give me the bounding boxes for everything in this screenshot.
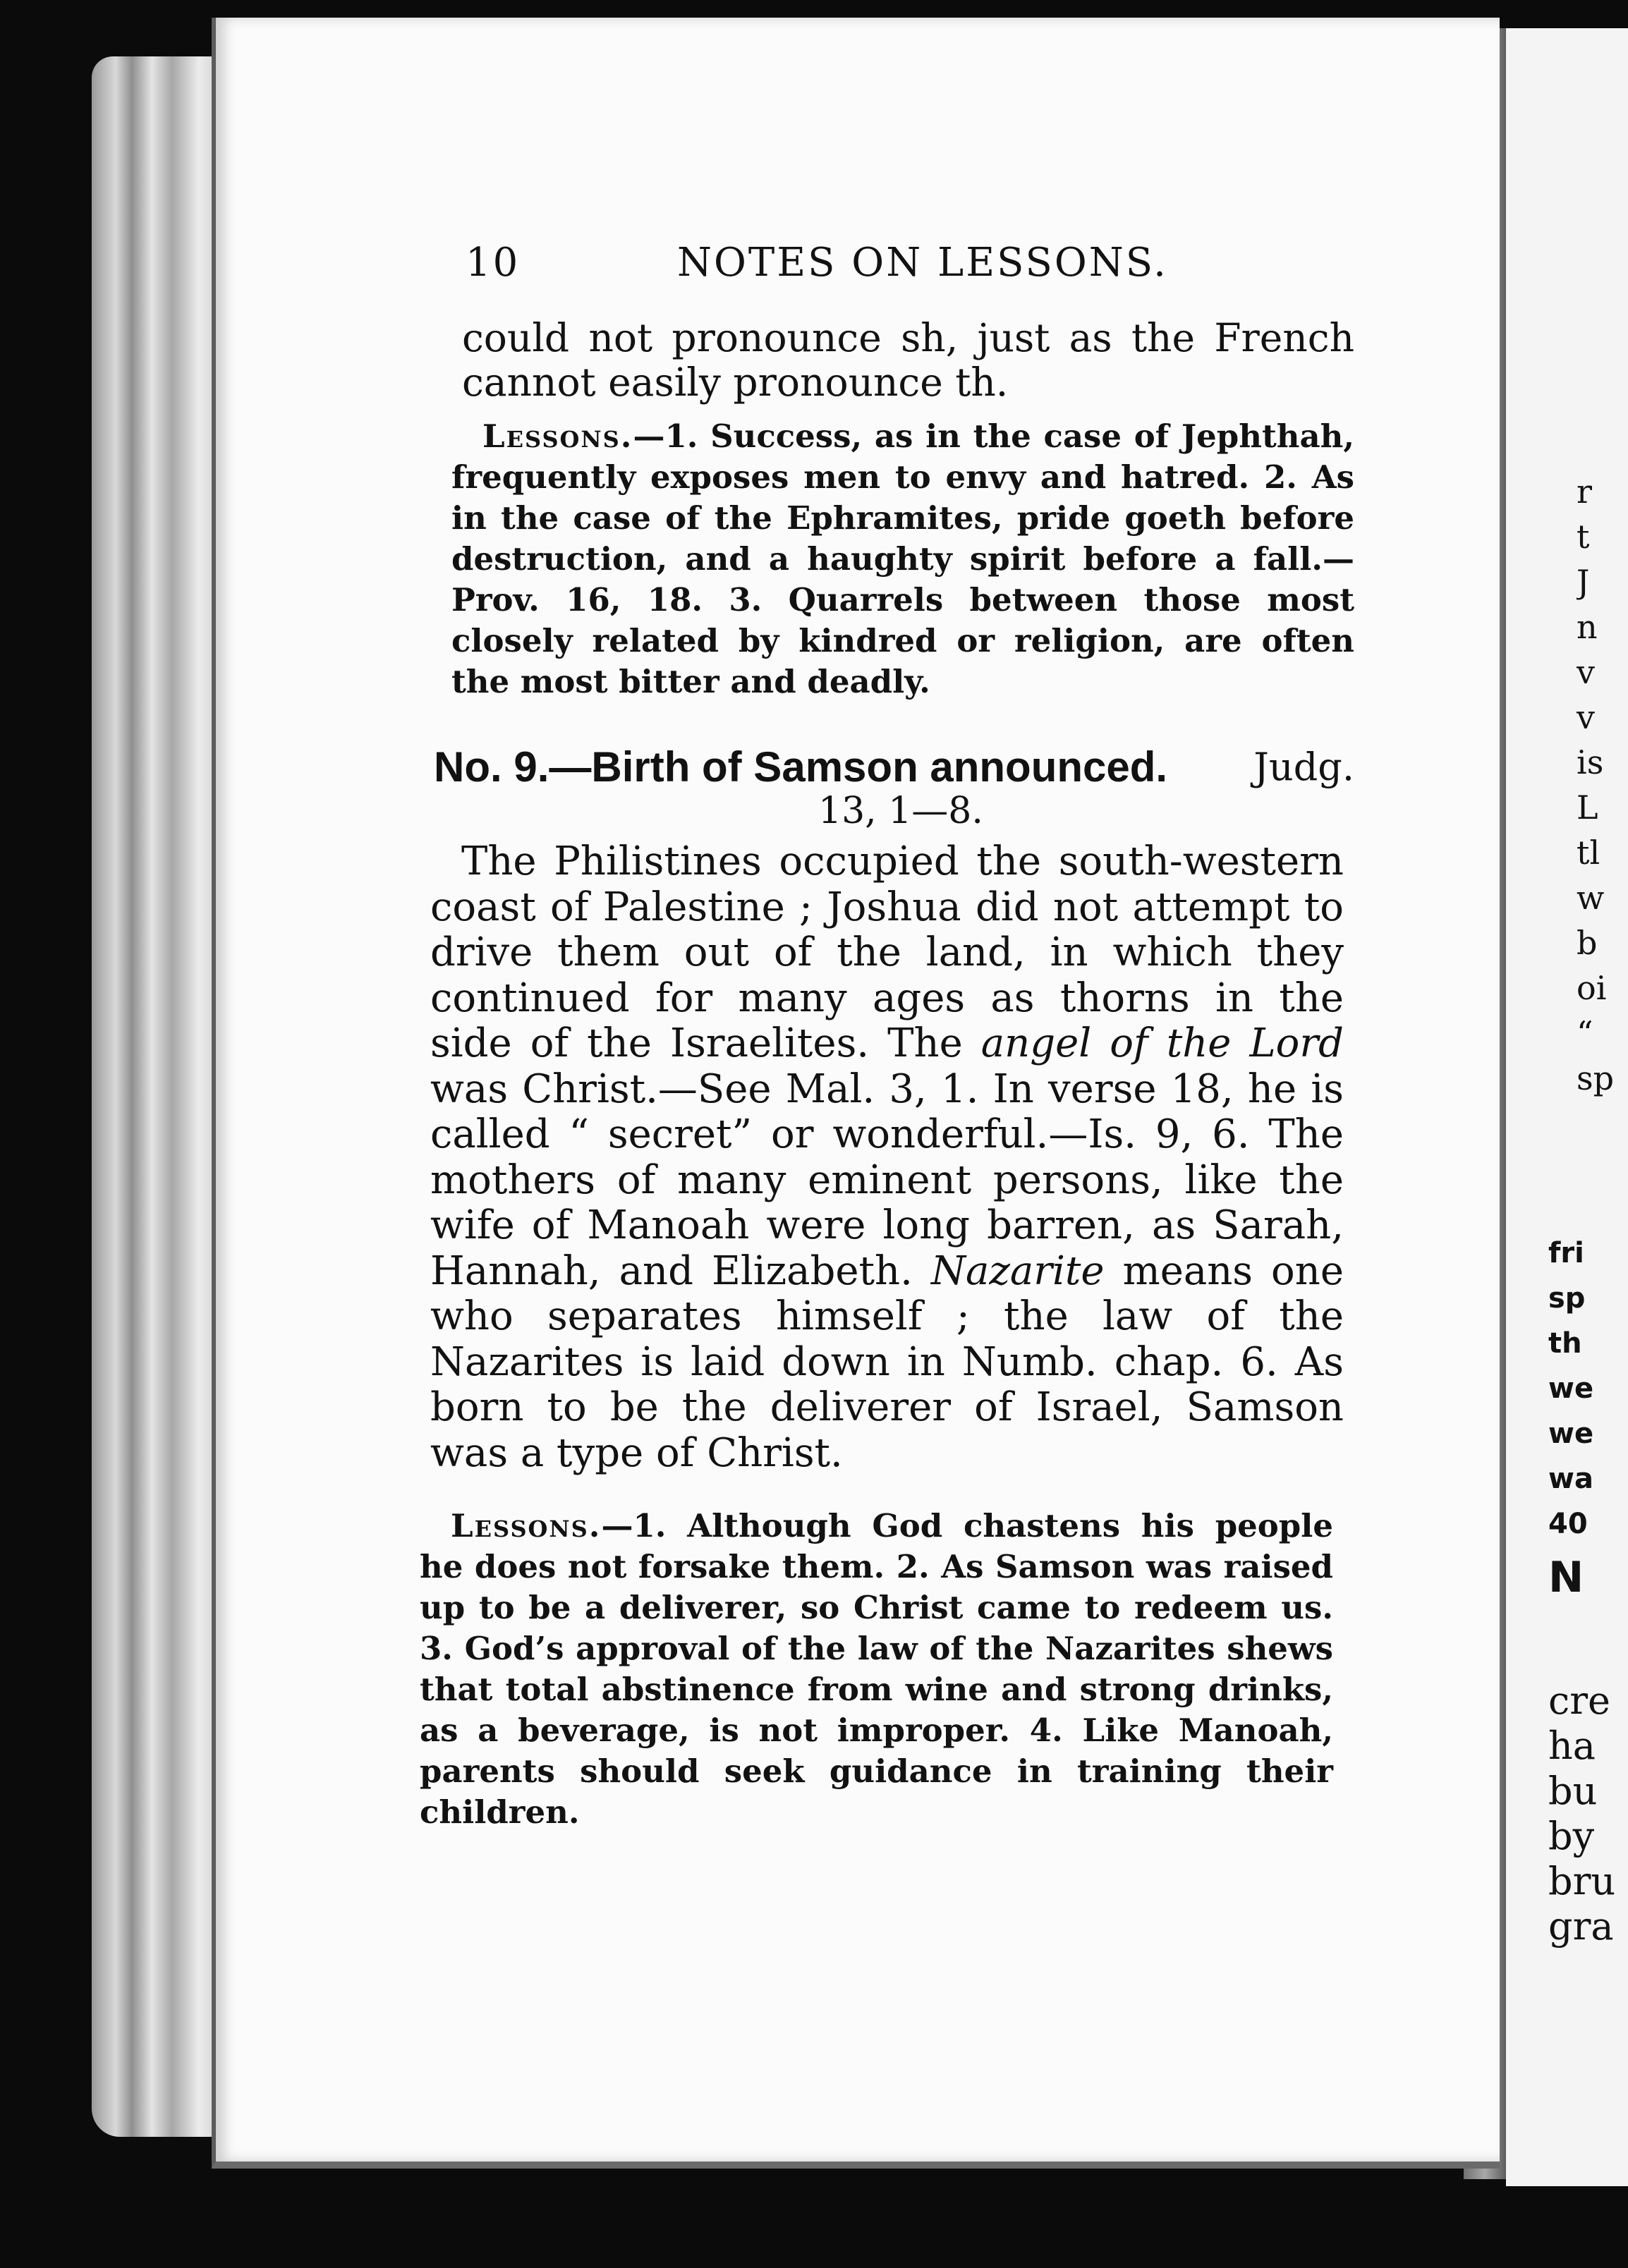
lessons-label: Lessons. bbox=[482, 417, 633, 455]
lessons-text: —1. Success, as in the case of Jephthah, frequently exposes men to envy and hatred. 2. As in the case of the Ephramites, pride goeth before destruction, and a haughty spirit before a fall.—Prov. 16, 18. 3. Quarrels between those most closely related by kindred or religion, are often the most bitter and deadly. bbox=[451, 417, 1354, 700]
section-title: No. 9.—Birth of Samson announced. bbox=[434, 743, 1168, 791]
facing-page-line: sp bbox=[1548, 1282, 1586, 1315]
page-number: 10 bbox=[466, 240, 521, 286]
facing-page-line: N bbox=[1548, 1555, 1584, 1600]
facing-page-line: w bbox=[1577, 879, 1605, 917]
italic-phrase: angel of the Lord bbox=[980, 1020, 1344, 1066]
section-reference-a: Judg. bbox=[1253, 745, 1354, 789]
facing-page-text-d bbox=[1548, 1678, 1628, 1949]
facing-page-line: is bbox=[1577, 743, 1604, 781]
facing-page-line: cre bbox=[1548, 1678, 1611, 1723]
lessons-block-2 bbox=[420, 1506, 1333, 1833]
facing-page-line: 40 bbox=[1548, 1508, 1588, 1540]
facing-page-line: fri bbox=[1548, 1237, 1584, 1269]
facing-page-line: sp bbox=[1577, 1059, 1615, 1097]
facing-page-line: t bbox=[1577, 518, 1590, 556]
facing-page-line: wa bbox=[1548, 1463, 1593, 1495]
page-header bbox=[466, 240, 1192, 303]
paragraph-continuation: could not pronounce sh, just as the French cannot easily pronounce th. bbox=[462, 315, 1354, 405]
book-page-edges bbox=[92, 56, 226, 2137]
running-title: NOTES ON LESSONS. bbox=[677, 240, 1168, 286]
facing-page-line: r bbox=[1577, 472, 1592, 511]
lessons-label: Lessons. bbox=[451, 1507, 602, 1544]
facing-page-text-a bbox=[1577, 469, 1628, 1101]
lessons-block-1 bbox=[451, 416, 1354, 702]
facing-page-line: gra bbox=[1548, 1904, 1614, 1949]
facing-page-line: n bbox=[1577, 608, 1598, 646]
facing-page-line: v bbox=[1577, 698, 1595, 736]
facing-page-line: oi bbox=[1577, 969, 1607, 1007]
facing-page-line: b bbox=[1577, 924, 1598, 962]
facing-page-line: L bbox=[1577, 788, 1598, 827]
facing-page-line: we bbox=[1548, 1418, 1594, 1450]
facing-page-line: ha bbox=[1548, 1724, 1596, 1768]
lessons-text: —1. Although God chastens his people he does not forsake them. 2. As Samson was raised up to be a deliverer, so Christ came to redeem us. 3. God’s approval of the law of the Nazarites shews that total abstinence from wine and strong drinks, as a beverage, is not improper. 4. Like Manoah, parents should seek guidance in training their children. bbox=[420, 1507, 1333, 1831]
facing-page-line: v bbox=[1577, 653, 1595, 691]
body-paragraph: The Philistines occupied the south-western coast of Palestine ; Joshua did not attempt to drive them out of the land, in which they continued for many ages as thorns in the side of the Israelites. The angel of the Lord was Christ.—See Mal. 3, 1. In verse 18, he is called “ secret” or wonderful.—Is. 9, 6. The mothers of many eminent persons, like the wife of Manoah were long barren, as Sarah, Hannah, and Elizabeth. Nazarite means one who separates himself ; the law of the Nazarites is laid down in Numb. chap. 6. As born to be the deliverer of Israel, Samson was a type of Christ. bbox=[430, 839, 1344, 1476]
facing-page-text-c bbox=[1548, 1555, 1628, 1600]
italic-term: Nazarite bbox=[930, 1248, 1105, 1294]
facing-page-line: tl bbox=[1577, 834, 1600, 872]
facing-page bbox=[1506, 28, 1628, 2186]
facing-page-line: bu bbox=[1548, 1769, 1598, 1813]
facing-page-text-b bbox=[1548, 1231, 1628, 1547]
facing-page-line: “ bbox=[1577, 1014, 1593, 1052]
facing-page-line: J bbox=[1577, 563, 1590, 601]
facing-page-line: by bbox=[1548, 1814, 1595, 1858]
facing-page-line: th bbox=[1548, 1327, 1582, 1360]
section-reference-b: 13, 1—8. bbox=[818, 790, 983, 832]
facing-page-line: we bbox=[1548, 1372, 1594, 1405]
facing-page-line: bru bbox=[1548, 1859, 1616, 1903]
section-heading bbox=[434, 744, 1354, 791]
